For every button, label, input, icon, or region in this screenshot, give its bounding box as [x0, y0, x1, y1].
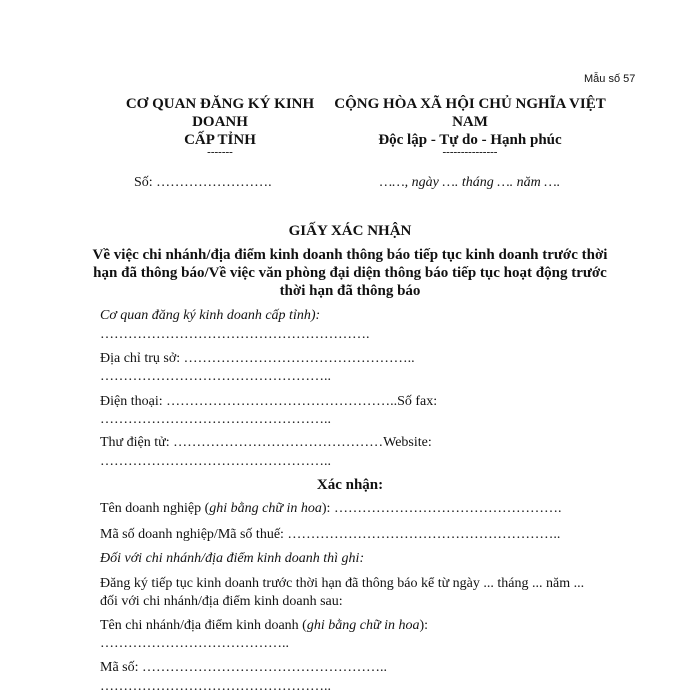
- agency-label: Cơ quan đăng ký kinh doanh cấp tỉnh):: [100, 308, 321, 323]
- company-name-hint: ghi bằng chữ in hoa: [209, 501, 322, 516]
- branch-heading: Đối với chi nhánh/địa điểm kinh doanh thì ghi:: [100, 551, 365, 566]
- motto: Độc lập - Tự do - Hạnh phúc: [378, 132, 562, 148]
- company-name-dots: ): ………………………………………….: [321, 501, 562, 516]
- code-dots: …………………………………………..: [100, 679, 331, 694]
- country-title-line1: CỘNG HÒA XÃ HỘI CHỦ NGHĨA VIỆT: [334, 96, 606, 112]
- address-line: Địa chỉ trụ sở: …………………………………………..: [100, 351, 415, 366]
- phone-fax-line: Điện thoại: …………………………………………..Số fax:: [100, 394, 438, 409]
- country-title-line2: NAM: [452, 114, 488, 130]
- form-code: Mẫu số 57: [584, 73, 636, 85]
- branch-name-dots: …………………………………..: [100, 636, 289, 651]
- subtitle-line1: Về việc chi nhánh/địa điểm kinh doanh thông báo tiếp tục kinh doanh trước thời: [92, 247, 608, 263]
- confirm-heading: Xác nhận:: [316, 477, 384, 493]
- motto-divider: ---------------: [442, 146, 498, 158]
- email-dots: …………………………………………..: [100, 454, 331, 469]
- agency-dots: ………………………………………………….: [100, 327, 370, 342]
- subtitle-line3: thời hạn đã thông báo: [279, 283, 421, 299]
- agency-title-line2: DOANH: [192, 114, 248, 130]
- agency-title-line3: CẤP TỈNH: [184, 132, 256, 148]
- code-line: Mã số: ……………………………………………..: [100, 660, 387, 675]
- email-website-line: Thư điện tử: ………………………………………Website:: [100, 435, 432, 450]
- company-code-line: Mã số doanh nghiệp/Mã số thuế: …………………………………………………..: [100, 527, 561, 542]
- company-name-line: [100, 501, 561, 517]
- branch-name-hint: ghi bằng chữ in hoa: [306, 618, 420, 633]
- address-dots: …………………………………………..: [100, 369, 331, 384]
- document-title: GIẤY XÁC NHẬN: [288, 223, 412, 239]
- branch-name-label: Tên chi nhánh/địa điểm kinh doanh (: [100, 618, 307, 633]
- branch-name-close: ):: [419, 618, 429, 633]
- company-name-label: Tên doanh nghiệp (: [100, 501, 210, 516]
- agency-title-line1: CƠ QUAN ĐĂNG KÝ KINH: [125, 96, 315, 112]
- document-number: Số: …………………….: [134, 175, 272, 190]
- date-line: ……, ngày …. tháng …. năm ….: [379, 175, 561, 190]
- agency-divider: -------: [207, 146, 233, 158]
- phone-dots: …………………………………………..: [100, 412, 331, 427]
- register-line2: đối với chi nhánh/địa điểm kinh doanh sau:: [100, 594, 343, 609]
- subtitle-line2: hạn đã thông báo/Về việc văn phòng đại diện thông báo tiếp tục hoạt động trước: [93, 265, 607, 281]
- register-line1: Đăng ký tiếp tục kinh doanh trước thời hạn đã thông báo kể từ ngày ... tháng ... năm ...: [100, 576, 585, 591]
- branch-name-line: [100, 618, 428, 634]
